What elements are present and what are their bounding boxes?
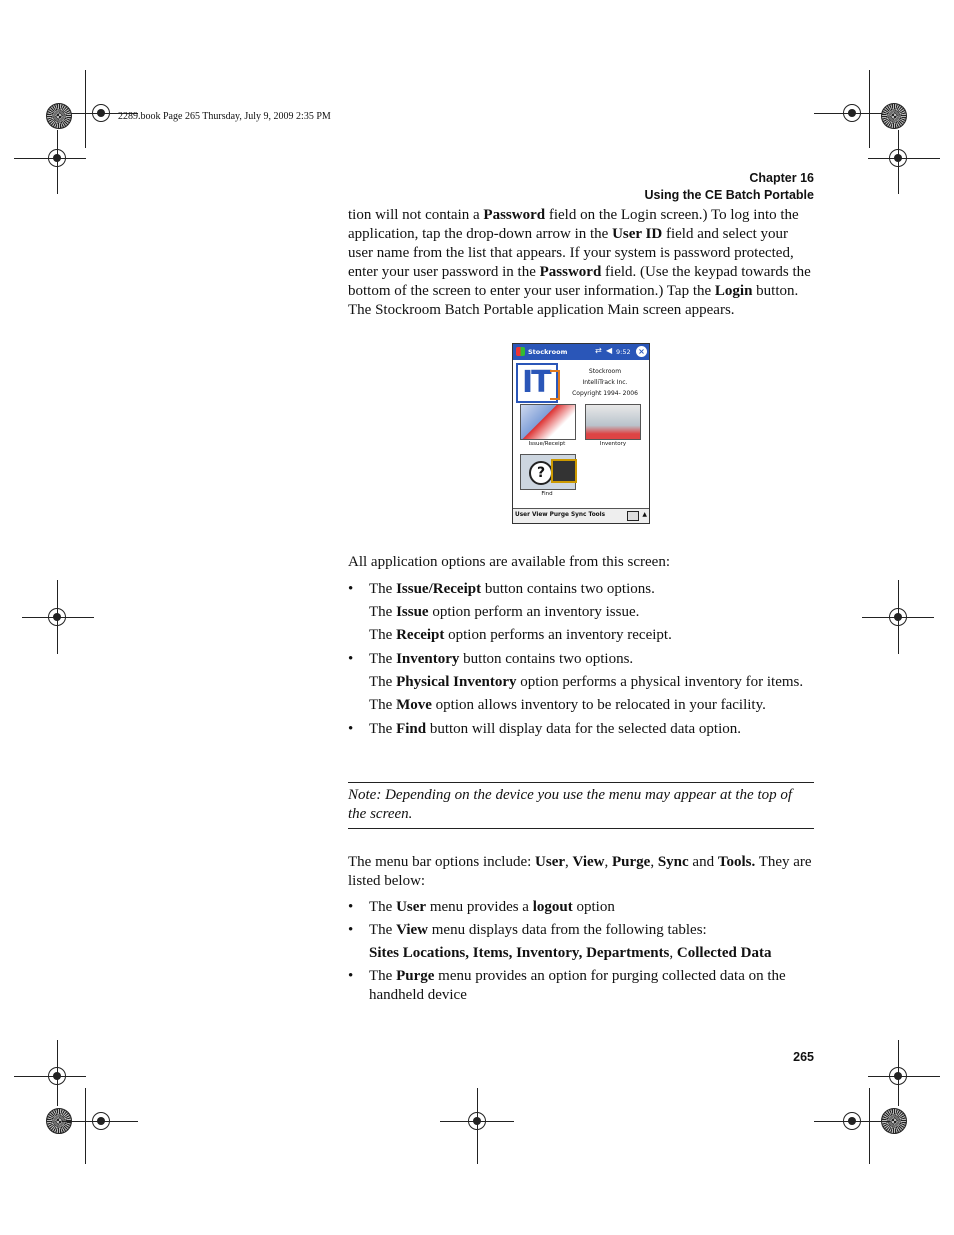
starburst-mark: [46, 103, 72, 129]
note-rule-top: [348, 782, 814, 783]
list-item: The Physical Inventory option performs a physical inventory for items.: [369, 674, 804, 690]
issue-receipt-label: Issue/Receipt: [528, 441, 566, 447]
device-screenshot: [512, 343, 650, 524]
section-label: Using the CE Batch Portable: [644, 188, 814, 202]
list-item: The Receipt option performs an inventory receipt.: [369, 627, 672, 643]
registration-mark: [889, 608, 907, 626]
registration-mark: [92, 1112, 110, 1130]
speaker-icon: ◀: [606, 346, 613, 355]
registration-mark: [48, 608, 66, 626]
list-item: • The Inventory button contains two options.: [348, 650, 814, 669]
it-logo: IT: [516, 363, 558, 403]
registration-mark: [48, 1067, 66, 1085]
crop-mark: [869, 70, 870, 148]
list-item: • The Purge menu provides an option for purging collected data on the handheld device: [348, 967, 814, 1005]
menubar-section: [348, 853, 814, 1005]
crop-mark: [869, 1088, 870, 1164]
intro-paragraph: tion will not contain a Password field on the Login screen.) To log into the application, tap the drop-down arrow in the User ID field and select your user name from the list that appears. If your system is password protected, enter your user password in the Password field. (Use the keypad towards the bottom of the screen to enter your user information.) Tap the Login button. The Stockroom Batch Portable application Main screen appears.: [348, 207, 811, 318]
inventory-tile[interactable]: [585, 404, 641, 440]
page-number: 265: [793, 1050, 814, 1064]
issue-receipt-tile[interactable]: [520, 404, 576, 440]
find-question-icon: ?: [529, 461, 553, 485]
keyboard-icon[interactable]: [627, 511, 639, 521]
list-item: The Move option allows inventory to be relocated in your facility.: [369, 697, 766, 713]
inventory-label: Inventory: [599, 441, 627, 447]
list-item: The Issue option perform an inventory issue.: [369, 604, 640, 620]
menubar-lead: The menu bar options include: User, View, Purge, Sync and Tools. They are listed below:: [348, 854, 812, 889]
connectivity-icon: ⇄: [595, 346, 602, 355]
find-tile[interactable]: [520, 454, 576, 490]
crop-mark: [85, 70, 86, 148]
options-lead: All application options are available from this screen:: [348, 554, 670, 570]
registration-mark: [889, 149, 907, 167]
registration-mark: [92, 104, 110, 122]
running-header: [645, 170, 814, 204]
note-text: Note: Depending on the device you use the menu may appear at the top of the screen.: [348, 787, 793, 822]
chapter-label: Chapter 16: [749, 171, 814, 185]
find-label: Find: [541, 491, 553, 497]
about-text: Stockroom IntelliTrack Inc. Copyright 1994- 2006: [572, 368, 638, 397]
device-title-bar: Stockroom ⇄ ◀ 9:52 ×: [513, 344, 649, 360]
list-item: • The View menu displays data from the following tables:: [348, 921, 814, 940]
windows-flag-icon: [516, 347, 525, 356]
tables-list: Sites Locations, Items, Inventory, Departments, Collected Data: [369, 945, 772, 961]
device-menu-bar: User View Purge Sync Tools ▲: [513, 508, 649, 523]
close-icon[interactable]: ×: [636, 346, 647, 357]
options-section: [348, 553, 814, 739]
registration-mark: [843, 1112, 861, 1130]
list-item: • The User menu provides a logout option: [348, 898, 814, 917]
input-arrow-icon[interactable]: ▲: [642, 511, 647, 518]
file-info: 2289.book Page 265 Thursday, July 9, 2009 2:35 PM: [118, 111, 331, 122]
registration-mark: [468, 1112, 486, 1130]
list-item: • The Issue/Receipt button contains two options.: [348, 580, 814, 599]
list-item: • The Find button will display data for the selected data option.: [348, 720, 814, 739]
note-rule-bottom: [348, 828, 814, 829]
crop-mark: [85, 1088, 86, 1164]
registration-mark: [843, 104, 861, 122]
starburst-mark: [881, 103, 907, 129]
registration-mark: [48, 149, 66, 167]
registration-mark: [889, 1067, 907, 1085]
